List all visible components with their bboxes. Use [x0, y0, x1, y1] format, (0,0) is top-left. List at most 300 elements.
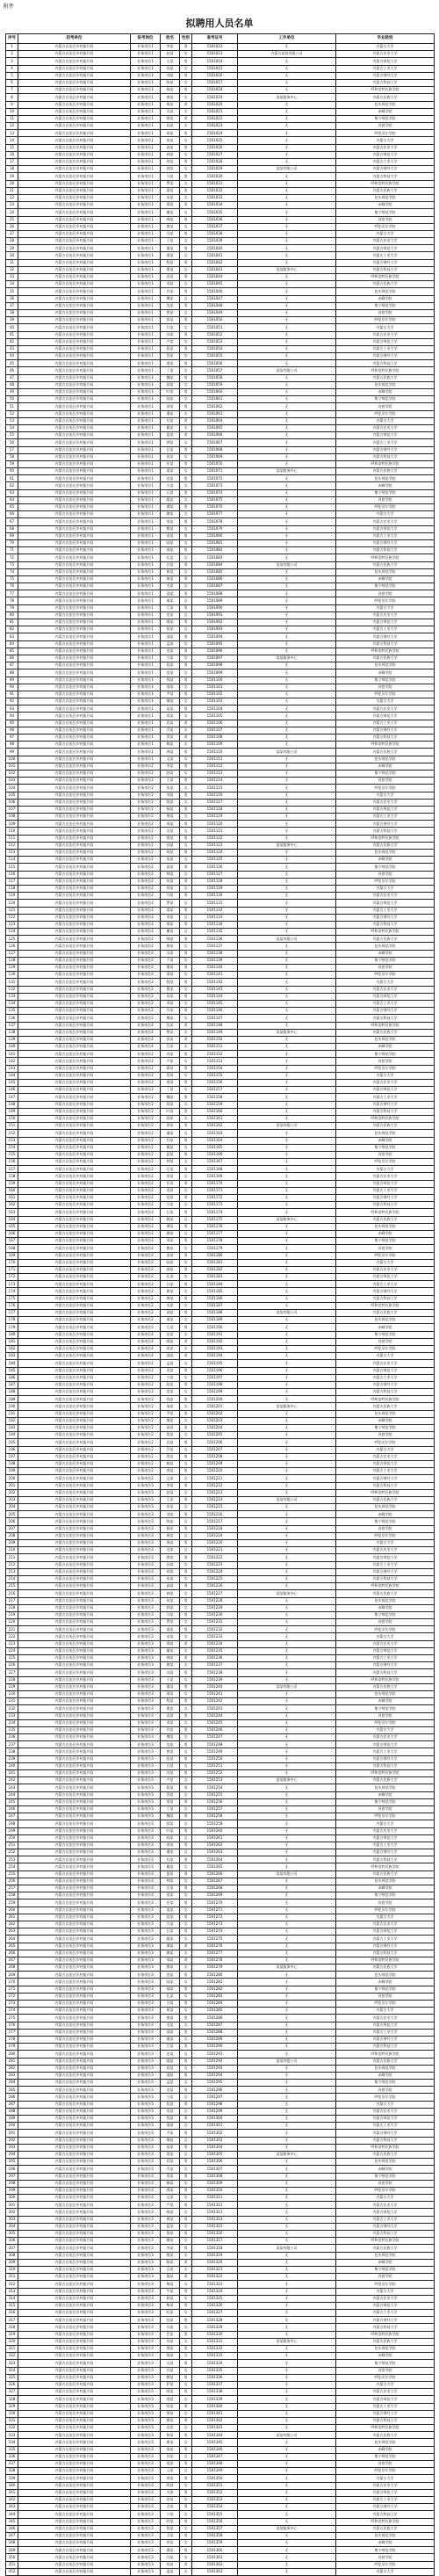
cell-post: 业务岗位2: [131, 1446, 161, 1453]
cell-name: 谢某: [161, 929, 180, 936]
cell-post: 业务岗位1: [131, 460, 161, 467]
table-row: [6, 1914, 435, 1921]
cell-sex: 男: [180, 706, 192, 713]
cell-sex: 女: [180, 2195, 192, 2202]
cell-index: 84: [6, 640, 18, 648]
cell-exam-number: 1501139: [192, 957, 238, 964]
cell-school: 内蒙古师范大学: [336, 2022, 435, 2029]
cell-work-unit: 无: [238, 713, 336, 720]
cell-exam-number: 1501227: [192, 1590, 238, 1597]
cell-post: 业务岗位2: [131, 1432, 161, 1439]
cell-post: 业务岗位3: [131, 2173, 161, 2180]
cell-name: 徐某: [161, 835, 180, 842]
cell-recruiting-unit: 内蒙古自治区乡村振兴局: [18, 1475, 131, 1482]
cell-index: 297: [6, 2173, 18, 2180]
cell-work-unit: 无: [238, 2453, 336, 2460]
cell-work-unit: 无: [238, 792, 336, 799]
cell-name: 刘某: [161, 1511, 180, 1518]
cell-recruiting-unit: 内蒙古自治区乡村振兴局: [18, 1784, 131, 1791]
cell-recruiting-unit: 内蒙古自治区乡村振兴局: [18, 1360, 131, 1367]
cell-recruiting-unit: 内蒙古自治区乡村振兴局: [18, 1820, 131, 1827]
cell-index: 202: [6, 1489, 18, 1496]
cell-school: 集宁师范学院: [336, 1705, 435, 1712]
cell-exam-number: 1501340: [192, 2403, 238, 2410]
cell-index: 340: [6, 2482, 18, 2489]
cell-school: 内蒙古民族大学: [336, 1683, 435, 1690]
cell-post: 业务岗位2: [131, 1080, 161, 1087]
cell-exam-number: 1501167: [192, 1159, 238, 1166]
cell-sex: 男: [180, 1496, 192, 1503]
cell-name: 陈某: [161, 79, 180, 86]
cell-exam-number: 1501079: [192, 525, 238, 532]
cell-exam-number: 1501282: [192, 1986, 238, 1993]
cell-name: 王某: [161, 778, 180, 785]
cell-index: 177: [6, 1310, 18, 1317]
cell-index: 27: [6, 230, 18, 237]
table-row: [6, 2367, 435, 2374]
cell-sex: 男: [180, 317, 192, 324]
cell-work-unit: 无: [238, 2231, 336, 2238]
table-row: [6, 1015, 435, 1022]
cell-recruiting-unit: 内蒙古自治区乡村振兴局: [18, 1957, 131, 1964]
cell-sex: 女: [180, 1719, 192, 1726]
cell-index: 52: [6, 410, 18, 417]
cell-sex: 女: [180, 885, 192, 892]
cell-sex: 男: [180, 1080, 192, 1087]
table-row: [6, 496, 435, 503]
cell-work-unit: 无: [238, 2051, 336, 2058]
cell-school: 内蒙古工业大学: [336, 814, 435, 821]
table-row: [6, 2065, 435, 2072]
cell-post: 业务岗位3: [131, 1611, 161, 1618]
cell-school: 内蒙古农业大学: [336, 2295, 435, 2302]
cell-index: 6: [6, 79, 18, 86]
cell-school: 赤峰学院: [336, 2072, 435, 2079]
cell-recruiting-unit: 内蒙古自治区乡村振兴局: [18, 604, 131, 611]
cell-work-unit: 无: [238, 1914, 336, 1921]
cell-exam-number: 1501102: [192, 691, 238, 698]
cell-school: 内蒙古农业大学: [336, 1266, 435, 1273]
cell-post: 业务岗位3: [131, 1878, 161, 1885]
cell-exam-number: 1501045: [192, 281, 238, 288]
table-row: [6, 1417, 435, 1424]
cell-index: 161: [6, 1195, 18, 1202]
cell-work-unit: 无: [238, 115, 336, 122]
cell-work-unit: 无: [238, 1195, 336, 1202]
cell-index: 290: [6, 2123, 18, 2130]
cell-work-unit: 无: [238, 1137, 336, 1144]
cell-index: 231: [6, 1698, 18, 1705]
cell-work-unit: 无: [238, 223, 336, 230]
cell-post: 业务岗位3: [131, 2216, 161, 2223]
cell-work-unit: 无: [238, 1856, 336, 1863]
cell-school: 呼和浩特民族学院: [336, 2518, 435, 2525]
cell-post: 业务岗位2: [131, 1036, 161, 1043]
cell-recruiting-unit: 内蒙古自治区乡村振兴局: [18, 2554, 131, 2561]
cell-index: 186: [6, 1374, 18, 1381]
cell-recruiting-unit: 内蒙古自治区乡村振兴局: [18, 1266, 131, 1273]
cell-name: 魏某: [161, 1813, 180, 1820]
cell-exam-number: 1501346: [192, 2446, 238, 2453]
cell-work-unit: 无: [238, 108, 336, 115]
table-row: [6, 417, 435, 424]
table-row: [6, 706, 435, 713]
cell-recruiting-unit: 内蒙古自治区乡村振兴局: [18, 677, 131, 684]
cell-school: 内蒙古科技大学: [336, 2324, 435, 2331]
cell-work-unit: 无: [238, 2518, 336, 2525]
cell-post: 业务岗位2: [131, 1209, 161, 1216]
cell-sex: 女: [180, 65, 192, 72]
cell-exam-number: 1501086: [192, 575, 238, 582]
cell-index: 221: [6, 1626, 18, 1633]
cell-work-unit: 无: [238, 1036, 336, 1043]
cell-sex: 男: [180, 1597, 192, 1604]
cell-sex: 女: [180, 2137, 192, 2144]
cell-name: 姜某: [161, 468, 180, 475]
cell-recruiting-unit: 内蒙古自治区乡村振兴局: [18, 706, 131, 713]
cell-work-unit: 无: [238, 1827, 336, 1834]
cell-school: 内蒙古科技大学: [336, 1108, 435, 1115]
cell-exam-number: 1501182: [192, 1266, 238, 1273]
table-row: [6, 561, 435, 568]
table-row: [6, 929, 435, 936]
cell-work-unit: 无: [238, 1338, 336, 1345]
cell-exam-number: 1501238: [192, 1669, 238, 1676]
cell-work-unit: 无: [238, 893, 336, 900]
cell-work-unit: 无: [238, 1986, 336, 1993]
cell-name: 路某: [161, 2259, 180, 2266]
cell-school: 内蒙古科技大学: [336, 921, 435, 928]
cell-school: 内蒙古民族大学: [336, 1123, 435, 1130]
table-row: [6, 274, 435, 281]
cell-school: 河套学院: [336, 1712, 435, 1719]
table-row: [6, 1353, 435, 1360]
cell-sex: 女: [180, 108, 192, 115]
cell-sex: 女: [180, 2266, 192, 2273]
cell-post: 业务岗位2: [131, 1460, 161, 1467]
cell-index: 66: [6, 511, 18, 518]
cell-post: 业务岗位3: [131, 2446, 161, 2453]
cell-sex: 女: [180, 929, 192, 936]
table-row: [6, 669, 435, 677]
cell-name: 郭某: [161, 1604, 180, 1611]
cell-name: 武某: [161, 2159, 180, 2166]
cell-recruiting-unit: 内蒙古自治区乡村振兴局: [18, 1209, 131, 1216]
cell-name: 罗某: [161, 900, 180, 907]
cell-work-unit: 无: [238, 885, 336, 892]
cell-post: 业务岗位1: [131, 677, 161, 684]
cell-sex: 男: [180, 835, 192, 842]
cell-recruiting-unit: 内蒙古自治区乡村振兴局: [18, 1892, 131, 1899]
cell-sex: 男: [180, 432, 192, 439]
cell-post: 业务岗位1: [131, 619, 161, 626]
table-row: [6, 2511, 435, 2518]
cell-recruiting-unit: 内蒙古自治区乡村振兴局: [18, 230, 131, 237]
cell-exam-number: 1501289: [192, 2036, 238, 2043]
cell-school: 包头师范学院: [336, 288, 435, 295]
cell-work-unit: 某某服务中心: [238, 1965, 336, 1972]
cell-index: 121: [6, 907, 18, 914]
cell-index: 138: [6, 1029, 18, 1036]
table-row: [6, 1748, 435, 1755]
cell-sex: 女: [180, 1173, 192, 1180]
table-row: [6, 1518, 435, 1525]
cell-work-unit: 某某服务中心: [238, 1029, 336, 1036]
cell-school: 集宁师范学院: [336, 2080, 435, 2087]
cell-work-unit: 某某服务中心: [238, 655, 336, 662]
cell-work-unit: 无: [238, 691, 336, 698]
cell-name: 何某: [161, 1597, 180, 1604]
cell-work-unit: 无: [238, 1928, 336, 1936]
cell-post: 业务岗位1: [131, 720, 161, 727]
cell-name: 汪某: [161, 1166, 180, 1173]
cell-index: 279: [6, 2044, 18, 2051]
cell-index: 214: [6, 1575, 18, 1582]
cell-index: 14: [6, 137, 18, 144]
cell-exam-number: 1501205: [192, 1432, 238, 1439]
cell-index: 112: [6, 842, 18, 849]
cell-school: 内蒙古农业大学: [336, 986, 435, 993]
cell-index: 118: [6, 885, 18, 892]
header-index: 序号: [6, 34, 18, 44]
cell-post: 业务岗位1: [131, 281, 161, 288]
cell-index: 65: [6, 504, 18, 511]
cell-index: 346: [6, 2525, 18, 2532]
table-row: [6, 921, 435, 928]
cell-sex: 男: [180, 1986, 192, 1993]
cell-work-unit: 无: [238, 1252, 336, 1259]
cell-name: 侯某: [161, 626, 180, 633]
cell-post: 业务岗位3: [131, 2108, 161, 2115]
cell-post: 业务岗位2: [131, 979, 161, 986]
cell-school: 呼和浩特民族学院: [336, 554, 435, 561]
cell-exam-number: 1501050: [192, 317, 238, 324]
cell-post: 业务岗位3: [131, 1698, 161, 1705]
cell-recruiting-unit: 内蒙古自治区乡村振兴局: [18, 424, 131, 431]
cell-sex: 女: [180, 353, 192, 360]
cell-sex: 男: [180, 2159, 192, 2166]
cell-school: 河套学院: [336, 1993, 435, 2000]
cell-recruiting-unit: 内蒙古自治区乡村振兴局: [18, 1425, 131, 1432]
cell-sex: 男: [180, 1568, 192, 1575]
cell-work-unit: 无: [238, 1238, 336, 1245]
cell-recruiting-unit: 内蒙古自治区乡村振兴局: [18, 396, 131, 403]
cell-work-unit: 无: [238, 2389, 336, 2396]
cell-sex: 女: [180, 611, 192, 619]
cell-work-unit: 无: [238, 2504, 336, 2511]
cell-recruiting-unit: 内蒙古自治区乡村振兴局: [18, 1943, 131, 1950]
table-row: [6, 130, 435, 137]
cell-post: 业务岗位2: [131, 1295, 161, 1302]
cell-work-unit: 无: [238, 1813, 336, 1820]
table-row: [6, 1950, 435, 1957]
cell-work-unit: 无: [238, 2130, 336, 2137]
cell-index: 20: [6, 180, 18, 187]
cell-index: 180: [6, 1331, 18, 1338]
cell-recruiting-unit: 内蒙古自治区乡村振兴局: [18, 72, 131, 79]
cell-recruiting-unit: 内蒙古自治区乡村振兴局: [18, 101, 131, 108]
table-row: [6, 166, 435, 173]
cell-recruiting-unit: 内蒙古自治区乡村振兴局: [18, 1511, 131, 1518]
table-row: [6, 281, 435, 288]
cell-sex: 男: [180, 821, 192, 828]
cell-school: 内蒙古民族大学: [336, 468, 435, 475]
cell-recruiting-unit: 内蒙古自治区乡村振兴局: [18, 1813, 131, 1820]
cell-post: 业务岗位3: [131, 1784, 161, 1791]
cell-work-unit: 无: [238, 482, 336, 489]
cell-name: 钱某: [161, 1396, 180, 1403]
cell-sex: 女: [180, 496, 192, 503]
table-row: [6, 1619, 435, 1626]
table-row: [6, 539, 435, 546]
cell-index: 313: [6, 2288, 18, 2295]
cell-index: 285: [6, 2087, 18, 2094]
cell-name: 薛某: [161, 381, 180, 388]
cell-work-unit: 无: [238, 1439, 336, 1446]
cell-sex: 女: [180, 1475, 192, 1482]
cell-index: 89: [6, 677, 18, 684]
cell-name: 杨某: [161, 806, 180, 813]
cell-post: 业务岗位2: [131, 1281, 161, 1288]
cell-post: 业务岗位3: [131, 2561, 161, 2568]
cell-exam-number: 1501081: [192, 539, 238, 546]
cell-index: 244: [6, 1791, 18, 1798]
cell-exam-number: 1501092: [192, 619, 238, 626]
table-row: [6, 1281, 435, 1288]
cell-name: 易某: [161, 2144, 180, 2151]
cell-name: 戴某: [161, 1863, 180, 1870]
cell-work-unit: 无: [238, 403, 336, 410]
cell-post: 业务岗位1: [131, 626, 161, 633]
cell-work-unit: 无: [238, 1051, 336, 1058]
table-row: [6, 1381, 435, 1388]
cell-post: 业务岗位3: [131, 2202, 161, 2209]
cell-recruiting-unit: 内蒙古自治区乡村振兴局: [18, 749, 131, 756]
cell-recruiting-unit: 内蒙古自治区乡村振兴局: [18, 1460, 131, 1467]
cell-work-unit: 无: [238, 554, 336, 561]
cell-recruiting-unit: 内蒙古自治区乡村振兴局: [18, 1223, 131, 1230]
cell-index: 345: [6, 2518, 18, 2525]
cell-exam-number: 1501305: [192, 2151, 238, 2158]
cell-exam-number: 1501162: [192, 1123, 238, 1130]
cell-work-unit: 无: [238, 1719, 336, 1726]
table-row: [6, 2525, 435, 2532]
cell-sex: 男: [180, 2274, 192, 2281]
cell-recruiting-unit: 内蒙古自治区乡村振兴局: [18, 1008, 131, 1015]
cell-post: 业务岗位3: [131, 2360, 161, 2367]
cell-school: 包头师范学院: [336, 1597, 435, 1604]
cell-post: 业务岗位3: [131, 2532, 161, 2539]
cell-school: 内蒙古财经大学: [336, 914, 435, 921]
table-row: [6, 1640, 435, 1647]
cell-work-unit: 无: [238, 2496, 336, 2503]
cell-exam-number: 1501326: [192, 2302, 238, 2309]
cell-post: 业务岗位1: [131, 691, 161, 698]
cell-recruiting-unit: 内蒙古自治区乡村振兴局: [18, 986, 131, 993]
cell-index: 74: [6, 568, 18, 575]
cell-recruiting-unit: 内蒙古自治区乡村振兴局: [18, 1619, 131, 1626]
cell-recruiting-unit: 内蒙古自治区乡村振兴局: [18, 1856, 131, 1863]
cell-index: 35: [6, 288, 18, 295]
cell-work-unit: 无: [238, 489, 336, 496]
cell-index: 325: [6, 2374, 18, 2381]
cell-recruiting-unit: 内蒙古自治区乡村振兴局: [18, 1547, 131, 1554]
cell-name: 康某: [161, 575, 180, 582]
cell-post: 业务岗位1: [131, 65, 161, 72]
cell-post: 业务岗位3: [131, 2511, 161, 2518]
cell-name: 白某: [161, 1281, 180, 1288]
cell-recruiting-unit: 内蒙古自治区乡村振兴局: [18, 1741, 131, 1748]
cell-name: 薛某: [161, 1101, 180, 1108]
cell-sex: 男: [180, 1195, 192, 1202]
cell-post: 业务岗位3: [131, 2540, 161, 2547]
cell-school: 内蒙古师范大学: [336, 338, 435, 345]
cell-recruiting-unit: 内蒙古自治区乡村振兴局: [18, 1367, 131, 1374]
table-row: [6, 101, 435, 108]
cell-name: 马某: [161, 1611, 180, 1618]
cell-work-unit: 无: [238, 1130, 336, 1137]
table-row: [6, 266, 435, 273]
table-row: [6, 2432, 435, 2439]
cell-exam-number: 1501334: [192, 2360, 238, 2367]
cell-sex: 男: [180, 130, 192, 137]
table-row: [6, 979, 435, 986]
cell-sex: 女: [180, 2496, 192, 2503]
cell-post: 业务岗位2: [131, 1259, 161, 1266]
table-row: [6, 1489, 435, 1496]
cell-sex: 男: [180, 2417, 192, 2424]
cell-school: 内蒙古财经大学: [336, 1662, 435, 1669]
cell-recruiting-unit: 内蒙古自治区乡村振兴局: [18, 2202, 131, 2209]
cell-index: 215: [6, 1583, 18, 1590]
cell-name: 常某: [161, 713, 180, 720]
table-row: [6, 2008, 435, 2015]
cell-recruiting-unit: 内蒙古自治区乡村振兴局: [18, 2461, 131, 2468]
cell-recruiting-unit: 内蒙古自治区乡村振兴局: [18, 1130, 131, 1137]
cell-index: 141: [6, 1051, 18, 1058]
cell-index: 151: [6, 1123, 18, 1130]
cell-name: 魏某: [161, 374, 180, 381]
table-row: [6, 453, 435, 460]
cell-school: 呼伦贝尔学院: [336, 1813, 435, 1820]
cell-post: 业务岗位3: [131, 2410, 161, 2417]
cell-name: 赖某: [161, 1460, 180, 1467]
cell-sex: 男: [180, 173, 192, 180]
cell-index: 21: [6, 187, 18, 194]
cell-work-unit: 无: [238, 1230, 336, 1237]
cell-exam-number: 1501257: [192, 1805, 238, 1813]
cell-name: 万某: [161, 655, 180, 662]
cell-exam-number: 1501065: [192, 424, 238, 431]
cell-sex: 男: [180, 504, 192, 511]
cell-work-unit: 某某服务中心: [238, 1777, 336, 1784]
cell-index: 126: [6, 943, 18, 950]
cell-work-unit: 某某有限公司: [238, 749, 336, 756]
cell-index: 322: [6, 2353, 18, 2360]
cell-sex: 女: [180, 842, 192, 849]
cell-sex: 女: [180, 943, 192, 950]
cell-sex: 男: [180, 1870, 192, 1878]
cell-post: 业务岗位3: [131, 1762, 161, 1769]
cell-work-unit: 无: [238, 1979, 336, 1986]
cell-post: 业务岗位1: [131, 468, 161, 475]
cell-post: 业务岗位3: [131, 2425, 161, 2432]
cell-school: 内蒙古科技大学: [336, 1856, 435, 1863]
cell-exam-number: 1501198: [192, 1381, 238, 1388]
cell-school: 内蒙古师范大学: [336, 1928, 435, 1936]
cell-name: 康某: [161, 1295, 180, 1302]
cell-recruiting-unit: 内蒙古自治区乡村振兴局: [18, 799, 131, 806]
